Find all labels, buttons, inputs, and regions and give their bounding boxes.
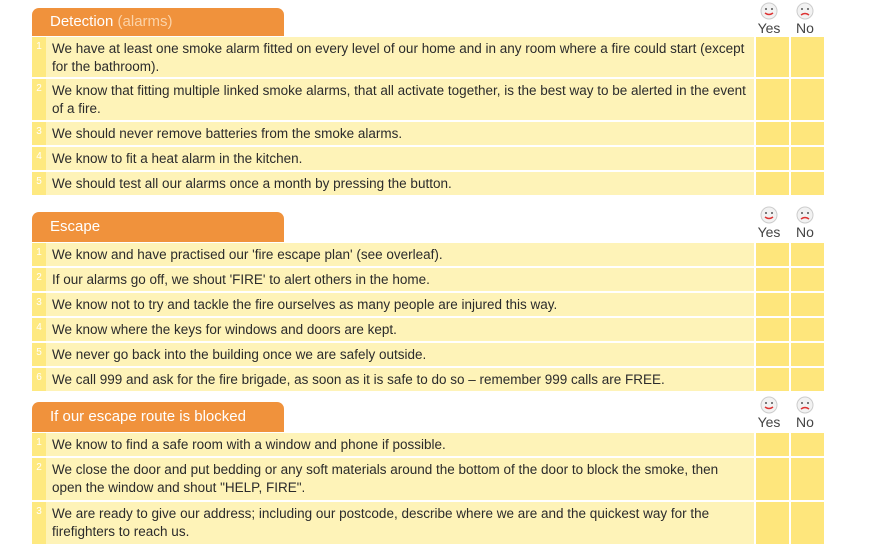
item-number: 4 bbox=[32, 147, 46, 170]
checklist-row bbox=[32, 368, 822, 393]
yes-checkbox[interactable] bbox=[754, 318, 789, 341]
yes-checkbox[interactable] bbox=[754, 502, 789, 544]
yes-checkbox[interactable] bbox=[754, 37, 789, 77]
no-checkbox[interactable] bbox=[789, 122, 824, 145]
no-checkbox[interactable] bbox=[789, 79, 824, 120]
item-text: We know not to try and tackle the fire ourselves as many people are injured this way. bbox=[46, 293, 754, 316]
no-checkbox[interactable] bbox=[789, 343, 824, 366]
yes-label: Yes bbox=[757, 224, 781, 240]
checklist-row bbox=[32, 293, 822, 318]
checklist-row bbox=[32, 268, 822, 293]
item-number: 5 bbox=[32, 343, 46, 366]
checklist-row bbox=[32, 122, 822, 147]
sad-face-icon bbox=[795, 396, 815, 414]
section-title: Escape bbox=[50, 218, 101, 235]
yes-checkbox[interactable] bbox=[754, 458, 789, 500]
item-number: 2 bbox=[32, 79, 46, 120]
item-number: 3 bbox=[32, 293, 46, 316]
smiley-face-icon bbox=[759, 2, 779, 20]
item-text: We know where the keys for windows and doors are kept. bbox=[46, 318, 754, 341]
no-checkbox[interactable] bbox=[789, 37, 824, 77]
item-text: If our alarms go off, we shout 'FIRE' to alert others in the home. bbox=[46, 268, 754, 291]
checklist-row bbox=[32, 318, 822, 343]
section-heading bbox=[32, 402, 284, 432]
smiley-face-icon bbox=[759, 396, 779, 414]
item-number: 3 bbox=[32, 502, 46, 544]
item-text: We close the door and put bedding or any soft materials around the bottom of the door to block the smoke, then open the window and shout "HELP, FIRE". bbox=[46, 458, 754, 500]
yes-checkbox[interactable] bbox=[754, 293, 789, 316]
yes-checkbox[interactable] bbox=[754, 243, 789, 266]
no-checkbox[interactable] bbox=[789, 268, 824, 291]
sad-face-icon bbox=[795, 206, 815, 224]
item-text: We never go back into the building once we are safely outside. bbox=[46, 343, 754, 366]
no-checkbox[interactable] bbox=[789, 502, 824, 544]
item-text: We are ready to give our address; including our postcode, describe where we are and the quickest way for the firefighters to reach us. bbox=[46, 502, 754, 544]
yes-column-header bbox=[752, 2, 786, 36]
checklist-row bbox=[32, 433, 822, 458]
no-label: No bbox=[796, 414, 814, 430]
no-checkbox[interactable] bbox=[789, 368, 824, 391]
item-text: We have at least one smoke alarm fitted on every level of our home and in any room where a fire could start (except for the bathroom). bbox=[46, 37, 754, 77]
yes-no-header bbox=[752, 396, 824, 430]
smiley-face-icon bbox=[759, 206, 779, 224]
no-label: No bbox=[796, 20, 814, 36]
no-checkbox[interactable] bbox=[789, 458, 824, 500]
item-number: 1 bbox=[32, 37, 46, 77]
item-number: 2 bbox=[32, 268, 46, 291]
sad-face-icon bbox=[795, 2, 815, 20]
checklist-row bbox=[32, 243, 822, 268]
item-number: 3 bbox=[32, 122, 46, 145]
item-number: 1 bbox=[32, 243, 46, 266]
yes-checkbox[interactable] bbox=[754, 79, 789, 120]
checklist-row bbox=[32, 502, 822, 546]
checklist-row bbox=[32, 37, 822, 79]
checklist-row bbox=[32, 343, 822, 368]
item-text: We should test all our alarms once a month by pressing the button. bbox=[46, 172, 754, 195]
item-text: We should never remove batteries from the smoke alarms. bbox=[46, 122, 754, 145]
checklist-row bbox=[32, 172, 822, 197]
section-subtitle: (alarms) bbox=[117, 13, 173, 30]
yes-column-header bbox=[752, 206, 786, 240]
yes-no-header bbox=[752, 2, 824, 36]
yes-checkbox[interactable] bbox=[754, 122, 789, 145]
no-column-header bbox=[788, 396, 822, 430]
no-label: No bbox=[796, 224, 814, 240]
section-title: Detection bbox=[50, 13, 114, 30]
yes-no-header bbox=[752, 206, 824, 240]
no-column-header bbox=[788, 206, 822, 240]
yes-column-header bbox=[752, 396, 786, 430]
no-checkbox[interactable] bbox=[789, 243, 824, 266]
yes-checkbox[interactable] bbox=[754, 368, 789, 391]
section-heading bbox=[32, 212, 284, 242]
item-number: 5 bbox=[32, 172, 46, 195]
item-text: We know and have practised our 'fire escape plan' (see overleaf). bbox=[46, 243, 754, 266]
yes-checkbox[interactable] bbox=[754, 147, 789, 170]
no-checkbox[interactable] bbox=[789, 433, 824, 456]
no-checkbox[interactable] bbox=[789, 318, 824, 341]
item-text: We know that fitting multiple linked smoke alarms, that all activate together, is the best way to be alerted in the event of a fire. bbox=[46, 79, 754, 120]
item-text: We know to find a safe room with a window and phone if possible. bbox=[46, 433, 754, 456]
yes-checkbox[interactable] bbox=[754, 343, 789, 366]
checklist-row bbox=[32, 147, 822, 172]
section-title: If our escape route is blocked bbox=[50, 408, 246, 425]
item-number: 4 bbox=[32, 318, 46, 341]
no-checkbox[interactable] bbox=[789, 147, 824, 170]
yes-label: Yes bbox=[757, 20, 781, 36]
section-heading bbox=[32, 8, 284, 36]
yes-checkbox[interactable] bbox=[754, 433, 789, 456]
yes-label: Yes bbox=[757, 414, 781, 430]
item-number: 6 bbox=[32, 368, 46, 391]
item-number: 2 bbox=[32, 458, 46, 500]
item-text: We know to fit a heat alarm in the kitchen. bbox=[46, 147, 754, 170]
no-checkbox[interactable] bbox=[789, 172, 824, 195]
no-checkbox[interactable] bbox=[789, 293, 824, 316]
checklist-row bbox=[32, 79, 822, 122]
checklist-row bbox=[32, 458, 822, 502]
yes-checkbox[interactable] bbox=[754, 268, 789, 291]
item-number: 1 bbox=[32, 433, 46, 456]
yes-checkbox[interactable] bbox=[754, 172, 789, 195]
no-column-header bbox=[788, 2, 822, 36]
item-text: We call 999 and ask for the fire brigade, as soon as it is safe to do so – remember 999 calls are FREE. bbox=[46, 368, 754, 391]
